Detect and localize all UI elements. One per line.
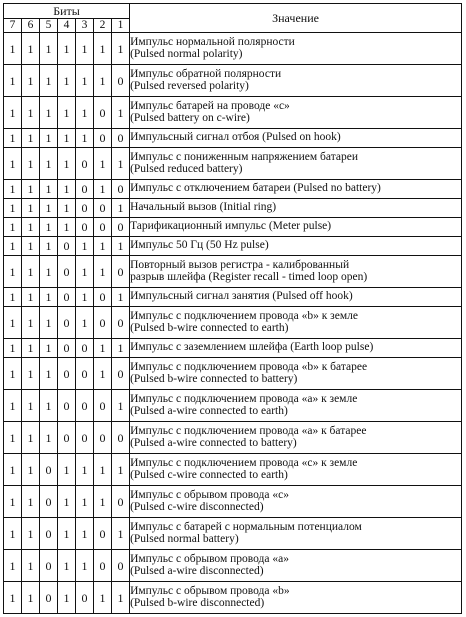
bit-cell: 1 xyxy=(76,237,94,256)
table-row xyxy=(4,454,462,486)
bit-cell: 1 xyxy=(94,582,112,614)
bit-cell: 0 xyxy=(94,218,112,237)
meaning-cell xyxy=(130,97,462,129)
bit-cell: 1 xyxy=(4,339,22,358)
bit-cell: 1 xyxy=(58,180,76,199)
table-row xyxy=(4,129,462,148)
meaning-line: Начальный вызов (Initial ring) xyxy=(130,201,277,214)
bit-cell: 1 xyxy=(4,33,22,65)
meaning-line: (Pulsed normal battery) xyxy=(130,532,239,545)
bit-cell: 1 xyxy=(22,65,40,97)
meaning-cell xyxy=(130,199,462,218)
meaning-line: Импульс с обрывом провода «с» xyxy=(130,489,289,501)
bit-cell: 1 xyxy=(4,307,22,339)
bit-cell: 1 xyxy=(40,307,58,339)
bit-number-4: 4 xyxy=(58,19,76,33)
bit-cell: 1 xyxy=(4,180,22,199)
meaning-line: Импульс с подключением провода «b» к батарее xyxy=(130,361,368,373)
meaning-cell xyxy=(130,33,462,65)
bit-cell: 1 xyxy=(76,518,94,550)
bit-cell: 0 xyxy=(76,148,94,180)
bit-cell: 1 xyxy=(58,33,76,65)
bit-cell: 1 xyxy=(4,422,22,454)
bit-cell: 1 xyxy=(94,339,112,358)
table-row xyxy=(4,307,462,339)
meaning-line: Импульс батарей на проводе «с» xyxy=(130,100,290,112)
signal-bits-table xyxy=(3,3,462,614)
meaning-cell xyxy=(130,582,462,614)
bit-cell: 1 xyxy=(112,237,130,256)
table-body xyxy=(4,33,462,614)
bit-cell: 1 xyxy=(22,390,40,422)
bit-cell: 1 xyxy=(76,256,94,288)
bit-cell: 1 xyxy=(22,288,40,307)
meaning-cell xyxy=(130,339,462,358)
meaning-line: (Pulsed reversed polarity) xyxy=(130,79,249,92)
bit-cell: 1 xyxy=(22,33,40,65)
bit-cell: 1 xyxy=(4,237,22,256)
bit-cell: 1 xyxy=(40,288,58,307)
meaning-line: Импульсный сигнал отбоя (Pulsed on hook) xyxy=(130,131,341,144)
bit-cell: 1 xyxy=(58,129,76,148)
table-row xyxy=(4,65,462,97)
bit-cell: 1 xyxy=(4,358,22,390)
bit-cell: 1 xyxy=(4,218,22,237)
bit-cell: 1 xyxy=(112,454,130,486)
bit-cell: 0 xyxy=(94,199,112,218)
meaning-line: Импульс с обрывом провода «а» xyxy=(130,553,289,565)
meaning-cell xyxy=(130,180,462,199)
bit-number-6: 6 xyxy=(22,19,40,33)
bit-cell: 0 xyxy=(76,358,94,390)
bit-cell: 1 xyxy=(94,180,112,199)
bit-cell: 1 xyxy=(40,256,58,288)
bit-cell: 1 xyxy=(58,582,76,614)
bit-cell: 1 xyxy=(40,97,58,129)
meaning-cell xyxy=(130,65,462,97)
bit-cell: 0 xyxy=(76,199,94,218)
bit-cell: 1 xyxy=(4,550,22,582)
meaning-line: Импульс с заземлением шлейфа (Earth loop pulse) xyxy=(130,341,374,354)
bit-cell: 1 xyxy=(58,148,76,180)
bit-cell: 1 xyxy=(112,390,130,422)
bit-cell: 0 xyxy=(94,307,112,339)
meaning-line: Импульс с отключением батареи (Pulsed no battery) xyxy=(130,182,381,195)
bit-cell: 1 xyxy=(76,307,94,339)
bit-number-3: 3 xyxy=(76,19,94,33)
bit-cell: 1 xyxy=(40,148,58,180)
bit-cell: 0 xyxy=(112,358,130,390)
bit-cell: 1 xyxy=(22,582,40,614)
bit-cell: 1 xyxy=(112,199,130,218)
bit-cell: 1 xyxy=(4,148,22,180)
meaning-cell xyxy=(130,518,462,550)
meaning-line: Тарификационный импульс (Meter pulse) xyxy=(130,220,332,233)
bit-cell: 0 xyxy=(94,97,112,129)
bit-cell: 1 xyxy=(4,288,22,307)
table-row xyxy=(4,390,462,422)
meaning-line: Импульс с подключением провода «c» к земле xyxy=(130,457,358,469)
bit-cell: 0 xyxy=(40,486,58,518)
meaning-cell xyxy=(130,307,462,339)
bit-cell: 1 xyxy=(94,358,112,390)
bit-cell: 1 xyxy=(4,97,22,129)
bit-cell: 1 xyxy=(22,180,40,199)
meaning-line: Импульс с пониженным напряжением батареи xyxy=(130,151,358,163)
bit-cell: 1 xyxy=(94,486,112,518)
meaning-cell xyxy=(130,390,462,422)
bit-cell: 1 xyxy=(76,454,94,486)
bit-cell: 1 xyxy=(4,390,22,422)
meaning-line: (Pulsed a-wire disconnected) xyxy=(130,564,264,577)
bit-cell: 1 xyxy=(58,199,76,218)
table-row xyxy=(4,180,462,199)
meaning-cell xyxy=(130,358,462,390)
bit-cell: 1 xyxy=(112,33,130,65)
bit-cell: 0 xyxy=(40,518,58,550)
meaning-line: (Pulsed b-wire connected to battery) xyxy=(130,372,298,385)
meaning-cell xyxy=(130,129,462,148)
meaning-line: Импульс нормальной полярности xyxy=(130,36,295,48)
table-row xyxy=(4,358,462,390)
bit-cell: 1 xyxy=(22,518,40,550)
meaning-cell xyxy=(130,288,462,307)
meaning-line: (Pulsed reduced battery) xyxy=(130,162,243,175)
bit-cell: 0 xyxy=(58,390,76,422)
table-row xyxy=(4,97,462,129)
bit-cell: 1 xyxy=(22,148,40,180)
bit-cell: 1 xyxy=(76,33,94,65)
bit-number-5: 5 xyxy=(40,19,58,33)
meaning-cell xyxy=(130,256,462,288)
bit-cell: 0 xyxy=(76,180,94,199)
bit-cell: 0 xyxy=(112,422,130,454)
bit-cell: 0 xyxy=(94,129,112,148)
bit-cell: 1 xyxy=(4,582,22,614)
bit-cell: 1 xyxy=(40,33,58,65)
bit-cell: 1 xyxy=(40,358,58,390)
bits-header: Биты xyxy=(4,4,130,19)
bit-cell: 1 xyxy=(94,237,112,256)
bit-cell: 0 xyxy=(94,390,112,422)
bit-cell: 1 xyxy=(76,550,94,582)
bit-number-2: 2 xyxy=(94,19,112,33)
bit-cell: 1 xyxy=(22,129,40,148)
table-row xyxy=(4,33,462,65)
bit-cell: 1 xyxy=(40,180,58,199)
meaning-line: Повторный вызов регистра - калиброванный xyxy=(130,259,350,271)
bit-cell: 1 xyxy=(4,199,22,218)
bit-cell: 1 xyxy=(94,65,112,97)
bit-cell: 1 xyxy=(58,218,76,237)
bit-cell: 0 xyxy=(76,422,94,454)
meaning-line: (Pulsed a-wire connected to battery) xyxy=(130,436,297,449)
bit-cell: 1 xyxy=(4,454,22,486)
bit-cell: 0 xyxy=(112,256,130,288)
bit-cell: 1 xyxy=(22,550,40,582)
meaning-header: Значение xyxy=(130,4,462,33)
table-row xyxy=(4,486,462,518)
bit-cell: 0 xyxy=(112,129,130,148)
bit-cell: 1 xyxy=(40,237,58,256)
meaning-cell xyxy=(130,148,462,180)
bit-cell: 1 xyxy=(76,288,94,307)
bit-cell: 1 xyxy=(40,65,58,97)
bit-cell: 1 xyxy=(58,486,76,518)
bit-number-1: 1 xyxy=(112,19,130,33)
bit-cell: 1 xyxy=(76,97,94,129)
bit-cell: 1 xyxy=(4,518,22,550)
bit-cell: 0 xyxy=(76,582,94,614)
meaning-line: Импульсный сигнал занятия (Pulsed off hook) xyxy=(130,290,353,303)
bit-cell: 1 xyxy=(94,256,112,288)
bit-cell: 1 xyxy=(4,65,22,97)
meaning-line: Импульс 50 Гц (50 Hz pulse) xyxy=(130,239,269,252)
bit-cell: 1 xyxy=(58,518,76,550)
bit-cell: 1 xyxy=(22,358,40,390)
bit-cell: 1 xyxy=(40,129,58,148)
bit-cell: 1 xyxy=(22,422,40,454)
meaning-line: (Pulsed a-wire connected to earth) xyxy=(130,404,288,417)
bit-cell: 1 xyxy=(112,288,130,307)
table-row xyxy=(4,550,462,582)
bit-cell: 1 xyxy=(22,199,40,218)
bit-cell: 0 xyxy=(112,218,130,237)
bit-cell: 0 xyxy=(94,550,112,582)
meaning-cell xyxy=(130,486,462,518)
bit-cell: 1 xyxy=(112,97,130,129)
bit-cell: 0 xyxy=(94,422,112,454)
meaning-line: Импульс с подключением провода «a» к земле xyxy=(130,393,358,405)
bit-cell: 1 xyxy=(22,237,40,256)
table-row xyxy=(4,148,462,180)
meaning-cell xyxy=(130,422,462,454)
bit-number-7: 7 xyxy=(4,19,22,33)
bit-cell: 0 xyxy=(94,288,112,307)
meaning-line: Импульс обратной полярности xyxy=(130,68,282,80)
bit-cell: 0 xyxy=(58,422,76,454)
meaning-cell xyxy=(130,454,462,486)
bit-cell: 0 xyxy=(112,307,130,339)
meaning-line: (Pulsed c-wire connected to earth) xyxy=(130,468,288,481)
bit-cell: 1 xyxy=(94,148,112,180)
bit-cell: 1 xyxy=(112,518,130,550)
bit-cell: 1 xyxy=(4,256,22,288)
bit-cell: 0 xyxy=(94,518,112,550)
bit-cell: 1 xyxy=(40,199,58,218)
table-row xyxy=(4,518,462,550)
meaning-line: (Pulsed battery on c-wire) xyxy=(130,111,250,124)
bit-cell: 1 xyxy=(22,256,40,288)
bit-cell: 1 xyxy=(58,454,76,486)
bit-cell: 1 xyxy=(112,148,130,180)
bit-cell: 1 xyxy=(22,97,40,129)
bit-cell: 1 xyxy=(58,550,76,582)
meaning-cell xyxy=(130,218,462,237)
bit-cell: 1 xyxy=(40,339,58,358)
bit-cell: 1 xyxy=(112,582,130,614)
meaning-cell xyxy=(130,237,462,256)
bit-cell: 1 xyxy=(94,33,112,65)
bit-cell: 0 xyxy=(112,65,130,97)
bit-cell: 0 xyxy=(58,358,76,390)
bit-cell: 1 xyxy=(4,486,22,518)
bit-cell: 1 xyxy=(94,454,112,486)
bit-cell: 1 xyxy=(76,65,94,97)
bit-cell: 1 xyxy=(76,486,94,518)
bit-cell: 1 xyxy=(76,129,94,148)
bit-cell: 0 xyxy=(58,339,76,358)
bit-cell: 1 xyxy=(40,390,58,422)
meaning-line: (Pulsed b-wire connected to earth) xyxy=(130,321,289,334)
bit-cell: 0 xyxy=(40,582,58,614)
bit-cell: 1 xyxy=(22,486,40,518)
bit-cell: 0 xyxy=(112,550,130,582)
bit-cell: 0 xyxy=(58,256,76,288)
meaning-line: Импульс с подключением провода «b» к земле xyxy=(130,310,358,322)
meaning-line: Импульс с обрывом провода «b» xyxy=(130,585,290,597)
bit-cell: 1 xyxy=(58,97,76,129)
bit-cell: 1 xyxy=(112,339,130,358)
bit-cell: 0 xyxy=(76,390,94,422)
bit-cell: 0 xyxy=(58,237,76,256)
bit-cell: 1 xyxy=(40,422,58,454)
bit-cell: 0 xyxy=(58,288,76,307)
table-row xyxy=(4,256,462,288)
bit-cell: 0 xyxy=(40,454,58,486)
bit-cell: 0 xyxy=(76,218,94,237)
table-row xyxy=(4,422,462,454)
bit-cell: 1 xyxy=(22,339,40,358)
meaning-line: Импульс с батарей с нормальным потенциалом xyxy=(130,521,362,533)
table-header xyxy=(4,4,462,33)
table-row xyxy=(4,339,462,358)
meaning-line: Импульс с подключением провода «a» к батарее xyxy=(130,425,367,437)
bit-cell: 1 xyxy=(58,65,76,97)
meaning-line: (Pulsed normal polarity) xyxy=(130,47,243,60)
bit-cell: 1 xyxy=(40,218,58,237)
table-row xyxy=(4,237,462,256)
bit-cell: 0 xyxy=(76,339,94,358)
meaning-cell xyxy=(130,550,462,582)
bit-cell: 1 xyxy=(22,218,40,237)
bit-cell: 0 xyxy=(40,550,58,582)
bit-cell: 0 xyxy=(112,486,130,518)
meaning-line: (Pulsed c-wire disconnected) xyxy=(130,500,264,513)
table-row xyxy=(4,288,462,307)
table-row xyxy=(4,218,462,237)
meaning-line: (Pulsed b-wire disconnected) xyxy=(130,596,265,609)
table-row xyxy=(4,199,462,218)
bit-cell: 0 xyxy=(58,307,76,339)
bit-cell: 1 xyxy=(4,129,22,148)
bit-cell: 1 xyxy=(22,307,40,339)
bit-cell: 0 xyxy=(112,180,130,199)
bit-cell: 1 xyxy=(22,454,40,486)
meaning-line: разрыв шлейфа (Register recall - timed loop open) xyxy=(130,270,368,283)
table-row xyxy=(4,582,462,614)
